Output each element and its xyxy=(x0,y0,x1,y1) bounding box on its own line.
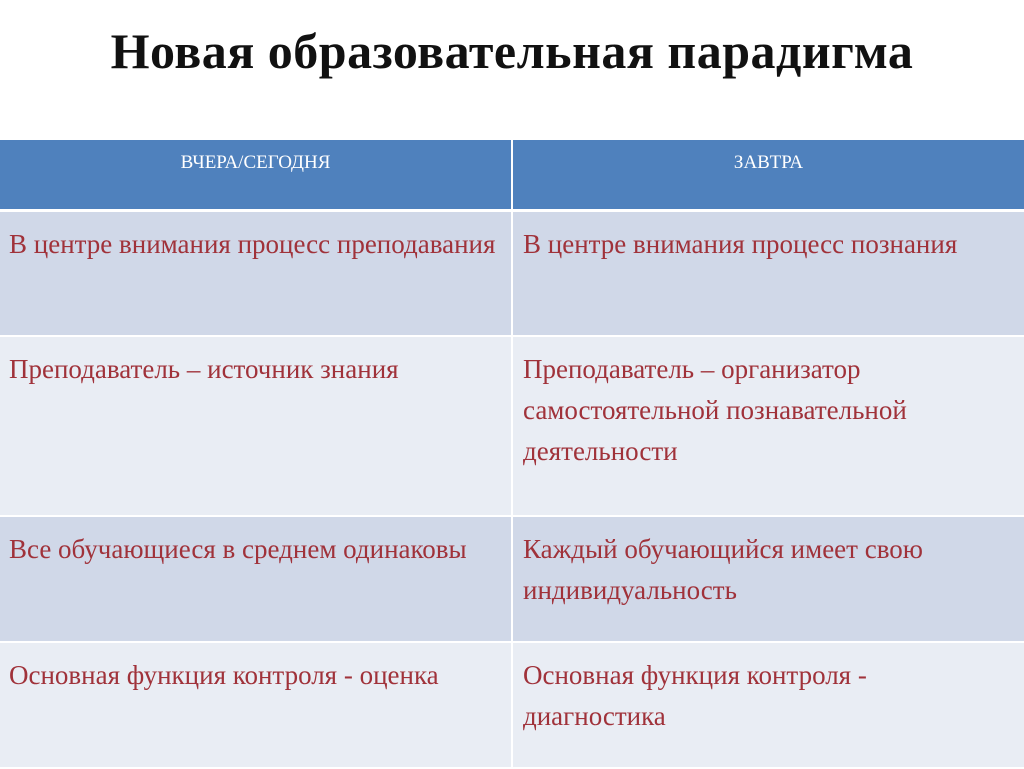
table-row xyxy=(0,642,1024,768)
cell-yesterday: В центре внимания процесс преподавания xyxy=(0,210,512,336)
table-row xyxy=(0,336,1024,516)
cell-tomorrow: Основная функция контроля - диагностика xyxy=(512,642,1024,768)
comparison-table xyxy=(0,140,1024,769)
cell-tomorrow: В центре внимания процесс познания xyxy=(512,210,1024,336)
table-row xyxy=(0,516,1024,642)
header-yesterday-today: ВЧЕРА/СЕГОДНЯ xyxy=(0,140,512,210)
header-tomorrow: ЗАВТРА xyxy=(512,140,1024,210)
cell-yesterday: Преподаватель – источник знания xyxy=(0,336,512,516)
slide-title: Новая образовательная парадигма xyxy=(110,23,914,79)
table-header-row xyxy=(0,140,1024,210)
cell-yesterday: Основная функция контроля - оценка xyxy=(0,642,512,768)
table-row xyxy=(0,210,1024,336)
cell-yesterday: Все обучающиеся в среднем одинаковы xyxy=(0,516,512,642)
cell-tomorrow: Каждый обучающийся имеет свою индивидуальность xyxy=(512,516,1024,642)
cell-tomorrow: Преподаватель – организатор самостоятельной познавательной деятельности xyxy=(512,336,1024,516)
